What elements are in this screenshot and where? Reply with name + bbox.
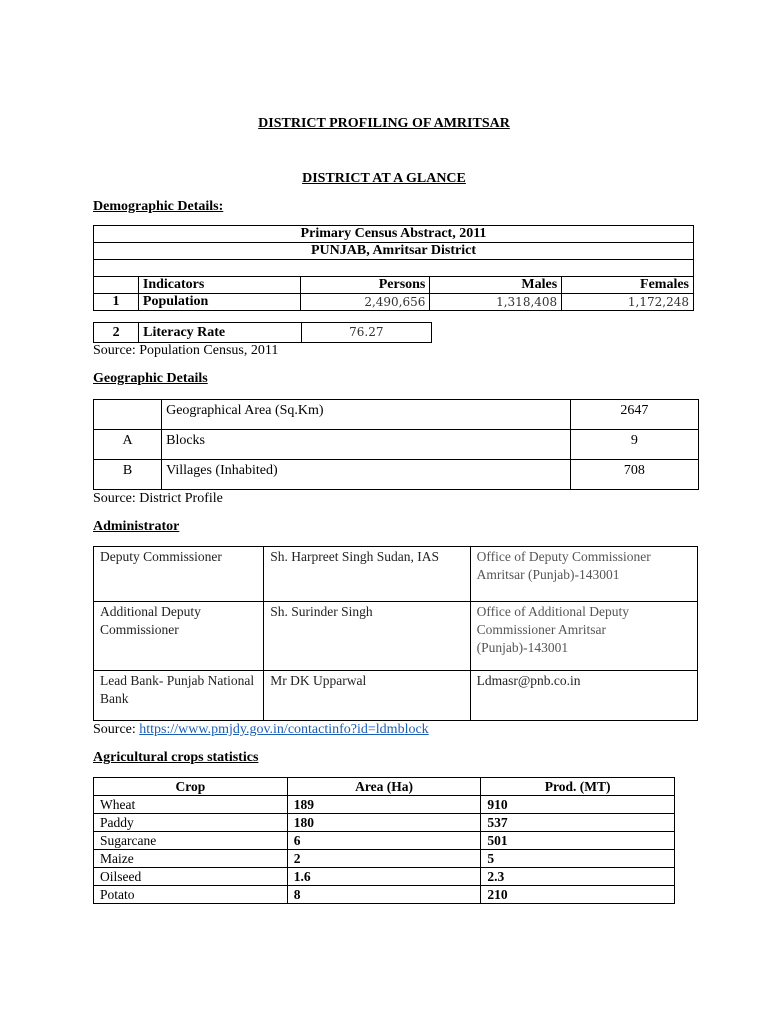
geo-row-label: Blocks [162,430,571,460]
demographic-source: Source: Population Census, 2011 [93,343,279,358]
census-table-subtitle: PUNJAB, Amritsar District [94,243,694,260]
geo-row-value: 708 [570,460,698,490]
admin-row-role: Lead Bank- Punjab National Bank [94,671,264,721]
document-title: DISTRICT PROFILING OF AMRITSAR [258,116,510,131]
crop-name: Sugarcane [94,832,288,850]
census-row-females: 1,172,248 [562,294,694,311]
geographic-source: Source: District Profile [93,491,223,506]
table-row [94,400,699,430]
crop-name: Potato [94,886,288,904]
crop-name: Oilseed [94,868,288,886]
admin-row-role: Additional Deputy Commissioner [94,602,264,671]
crop-prod: 537 [481,814,675,832]
crop-prod: 501 [481,832,675,850]
census-header-females: Females [562,277,694,294]
crop-area: 1.6 [287,868,481,886]
crops-header-crop: Crop [94,778,288,796]
census-row-persons: 2,490,656 [300,294,430,311]
geographic-table [93,399,699,490]
literacy-row-index: 2 [94,323,139,343]
census-table-title: Primary Census Abstract, 2011 [94,226,694,243]
crop-area: 180 [287,814,481,832]
census-row-indicator: Population [138,294,300,311]
literacy-table [93,322,432,343]
admin-row-name: Sh. Harpreet Singh Sudan, IAS [264,547,470,602]
geographic-heading: Geographic Details [93,371,208,386]
page-subtitle: DISTRICT AT A GLANCE [302,171,466,186]
administrator-source-prefix: Source: [93,722,140,737]
geo-row-label: Geographical Area (Sq.Km) [162,400,571,430]
crop-prod: 210 [481,886,675,904]
census-table [93,225,694,311]
geo-row-index: B [94,460,162,490]
administrator-table [93,546,698,721]
administrator-heading: Administrator [93,519,180,534]
crop-name: Wheat [94,796,288,814]
crops-heading: Agricultural crops statistics [93,750,259,765]
crop-area: 8 [287,886,481,904]
table-row [94,868,675,886]
administrator-source-link[interactable]: https://www.pmjdy.gov.in/contactinfo?id=ldmblock [139,722,429,737]
admin-row-name: Mr DK Upparwal [264,671,470,721]
census-header-index [94,277,139,294]
table-row [94,460,699,490]
table-row [94,886,675,904]
geo-row-value: 2647 [570,400,698,430]
table-row [94,294,694,311]
census-row-males: 1,318,408 [430,294,562,311]
crops-header-prod: Prod. (MT) [481,778,675,796]
table-row [94,850,675,868]
crops-table [93,777,675,904]
census-header-indicators: Indicators [138,277,300,294]
literacy-row-indicator: Literacy Rate [139,323,301,343]
geo-row-index: A [94,430,162,460]
table-row [94,814,675,832]
admin-row-name: Sh. Surinder Singh [264,602,470,671]
table-row [94,323,432,343]
administrator-source [93,722,429,738]
crop-prod: 2.3 [481,868,675,886]
geo-row-index [94,400,162,430]
crop-area: 2 [287,850,481,868]
geo-row-value: 9 [570,430,698,460]
admin-row-contact: Ldmasr@pnb.co.in [470,671,697,721]
census-row-index: 1 [94,294,139,311]
table-row [94,602,698,671]
crop-name: Paddy [94,814,288,832]
crop-prod: 910 [481,796,675,814]
table-row [94,430,699,460]
crop-area: 6 [287,832,481,850]
crop-area: 189 [287,796,481,814]
table-row [94,832,675,850]
table-row [94,547,698,602]
literacy-row-persons: 76.27 [301,323,431,343]
crops-header-area: Area (Ha) [287,778,481,796]
table-row [94,671,698,721]
crop-name: Maize [94,850,288,868]
table-row [94,796,675,814]
census-empty-row [94,260,694,277]
admin-row-role: Deputy Commissioner [94,547,264,602]
geo-row-label: Villages (Inhabited) [162,460,571,490]
demographic-heading: Demographic Details: [93,199,224,214]
crop-prod: 5 [481,850,675,868]
admin-row-contact: Office of Additional Deputy Commissioner Amritsar (Punjab)-143001 [470,602,697,671]
admin-row-contact: Office of Deputy Commissioner Amritsar (Punjab)-143001 [470,547,697,602]
census-header-males: Males [430,277,562,294]
census-header-persons: Persons [300,277,430,294]
